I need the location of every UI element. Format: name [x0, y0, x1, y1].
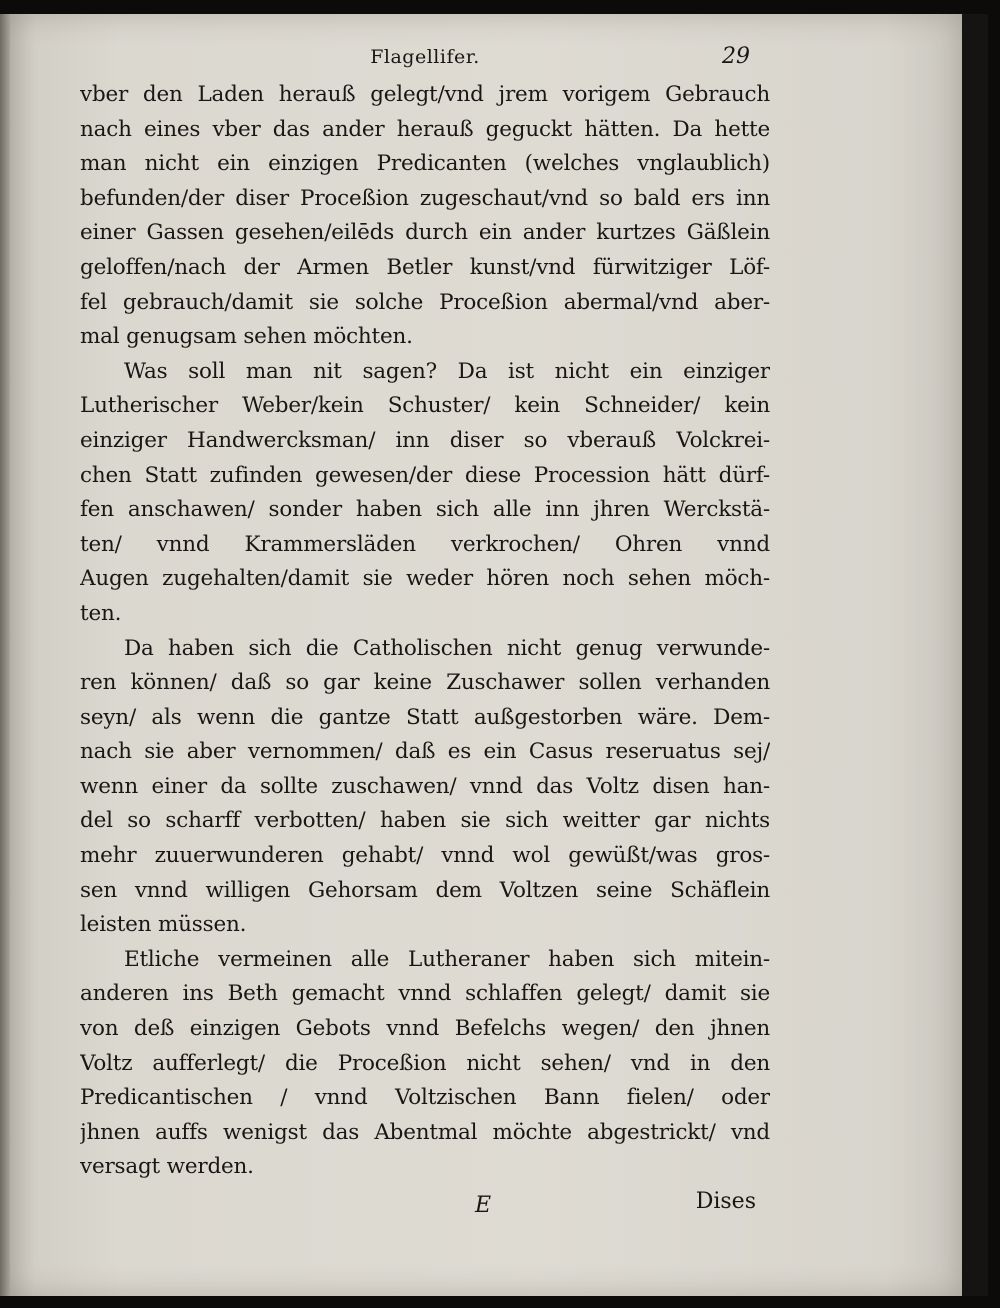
text-line: Voltz aufferlegt/ die Proceßion nicht sehen/ vnd in den: [80, 1050, 770, 1076]
text-line: ren können/ daß so gar keine Zuschawer sollen verhanden: [80, 670, 770, 696]
text-block: [80, 38, 770, 1229]
text-line: ten/ vnnd Krammersläden verkrochen/ Ohren vnnd: [80, 531, 770, 557]
text-line: nach sie aber vernommen/ daß es ein Casus reseruatus sej/: [80, 739, 770, 765]
text-line: Augen zugehalten/damit sie weder hören noch sehen möch-: [80, 566, 770, 592]
text-line: einziger Handwercksman/ inn diser so vberauß Volckrei-: [80, 427, 770, 453]
text-line: del so scharff verbotten/ haben sie sich weitter gar nichts: [80, 808, 770, 834]
body-text: [80, 78, 770, 1185]
text-line: versagt werden.: [80, 1154, 254, 1180]
running-head: [80, 38, 770, 78]
text-line: von deß einzigen Gebots vnnd Befelchs wegen/ den jhnen: [80, 1016, 770, 1042]
text-line: befunden/der diser Proceßion zugeschaut/vnd so bald ers inn: [80, 185, 770, 211]
text-line: nach eines vber das ander herauß geguckt hätten. Da hette: [80, 116, 770, 142]
text-line: vber den Laden herauß gelegt/vnd jrem vorigem Gebrauch: [80, 82, 770, 107]
book-edge-shadow: [962, 14, 988, 1296]
text-line: man nicht ein einzigen Predicanten (welches vnglaublich): [80, 151, 770, 177]
text-line: einer Gassen gesehen/eilēds durch ein ander kurtzes Gäßlein: [80, 220, 770, 246]
catchword: Dises: [695, 1189, 756, 1214]
text-line: Da haben sich die Catholischen nicht genug verwunde-: [124, 635, 770, 661]
text-line: jhnen auffs wenigst das Abentmal möchte abgestrickt/ vnd: [80, 1119, 770, 1145]
text-line: seyn/ als wenn die gantze Statt außgestorben wäre. Dem-: [80, 704, 770, 730]
text-line: fen anschawen/ sonder haben sich alle inn jhren Werckstä-: [80, 497, 770, 523]
text-line: fel gebrauch/damit sie solche Proceßion abermal/vnd aber-: [80, 289, 770, 315]
text-line: ten.: [80, 600, 122, 626]
text-line: geloffen/nach der Armen Betler kunst/vnd fürwitziger Löf-: [80, 254, 770, 280]
page-footer: [80, 1185, 770, 1229]
text-line: chen Statt zufinden gewesen/der diese Procession hätt dürf-: [80, 462, 770, 488]
text-line: mal genugsam sehen möchten.: [80, 324, 413, 350]
text-line: anderen ins Beth gemacht vnnd schlaffen gelegt/ damit sie: [80, 981, 770, 1007]
text-line: Lutherischer Weber/kein Schuster/ kein Schneider/ kein: [80, 393, 770, 419]
text-line: Predicantischen / vnnd Voltzischen Bann fielen/ oder: [80, 1085, 770, 1111]
page-number: 29: [722, 44, 750, 69]
text-line: Etliche vermeinen alle Lutheraner haben sich mitein-: [124, 946, 770, 972]
signature-mark: E: [475, 1193, 492, 1218]
running-title: Flagellifer.: [370, 46, 480, 68]
text-line: Was soll man nit sagen? Da ist nicht ein einziger: [124, 358, 770, 384]
text-line: leisten müssen.: [80, 912, 247, 938]
text-line: wenn einer da sollte zuschawen/ vnnd das Voltz disen han-: [80, 773, 770, 799]
text-line: sen vnnd willigen Gehorsam dem Voltzen seine Schäflein: [80, 877, 770, 903]
text-line: mehr zuuerwunderen gehabt/ vnnd wol gewüßt/was gros-: [80, 843, 770, 869]
binding-gutter-shadow: [0, 14, 10, 1296]
